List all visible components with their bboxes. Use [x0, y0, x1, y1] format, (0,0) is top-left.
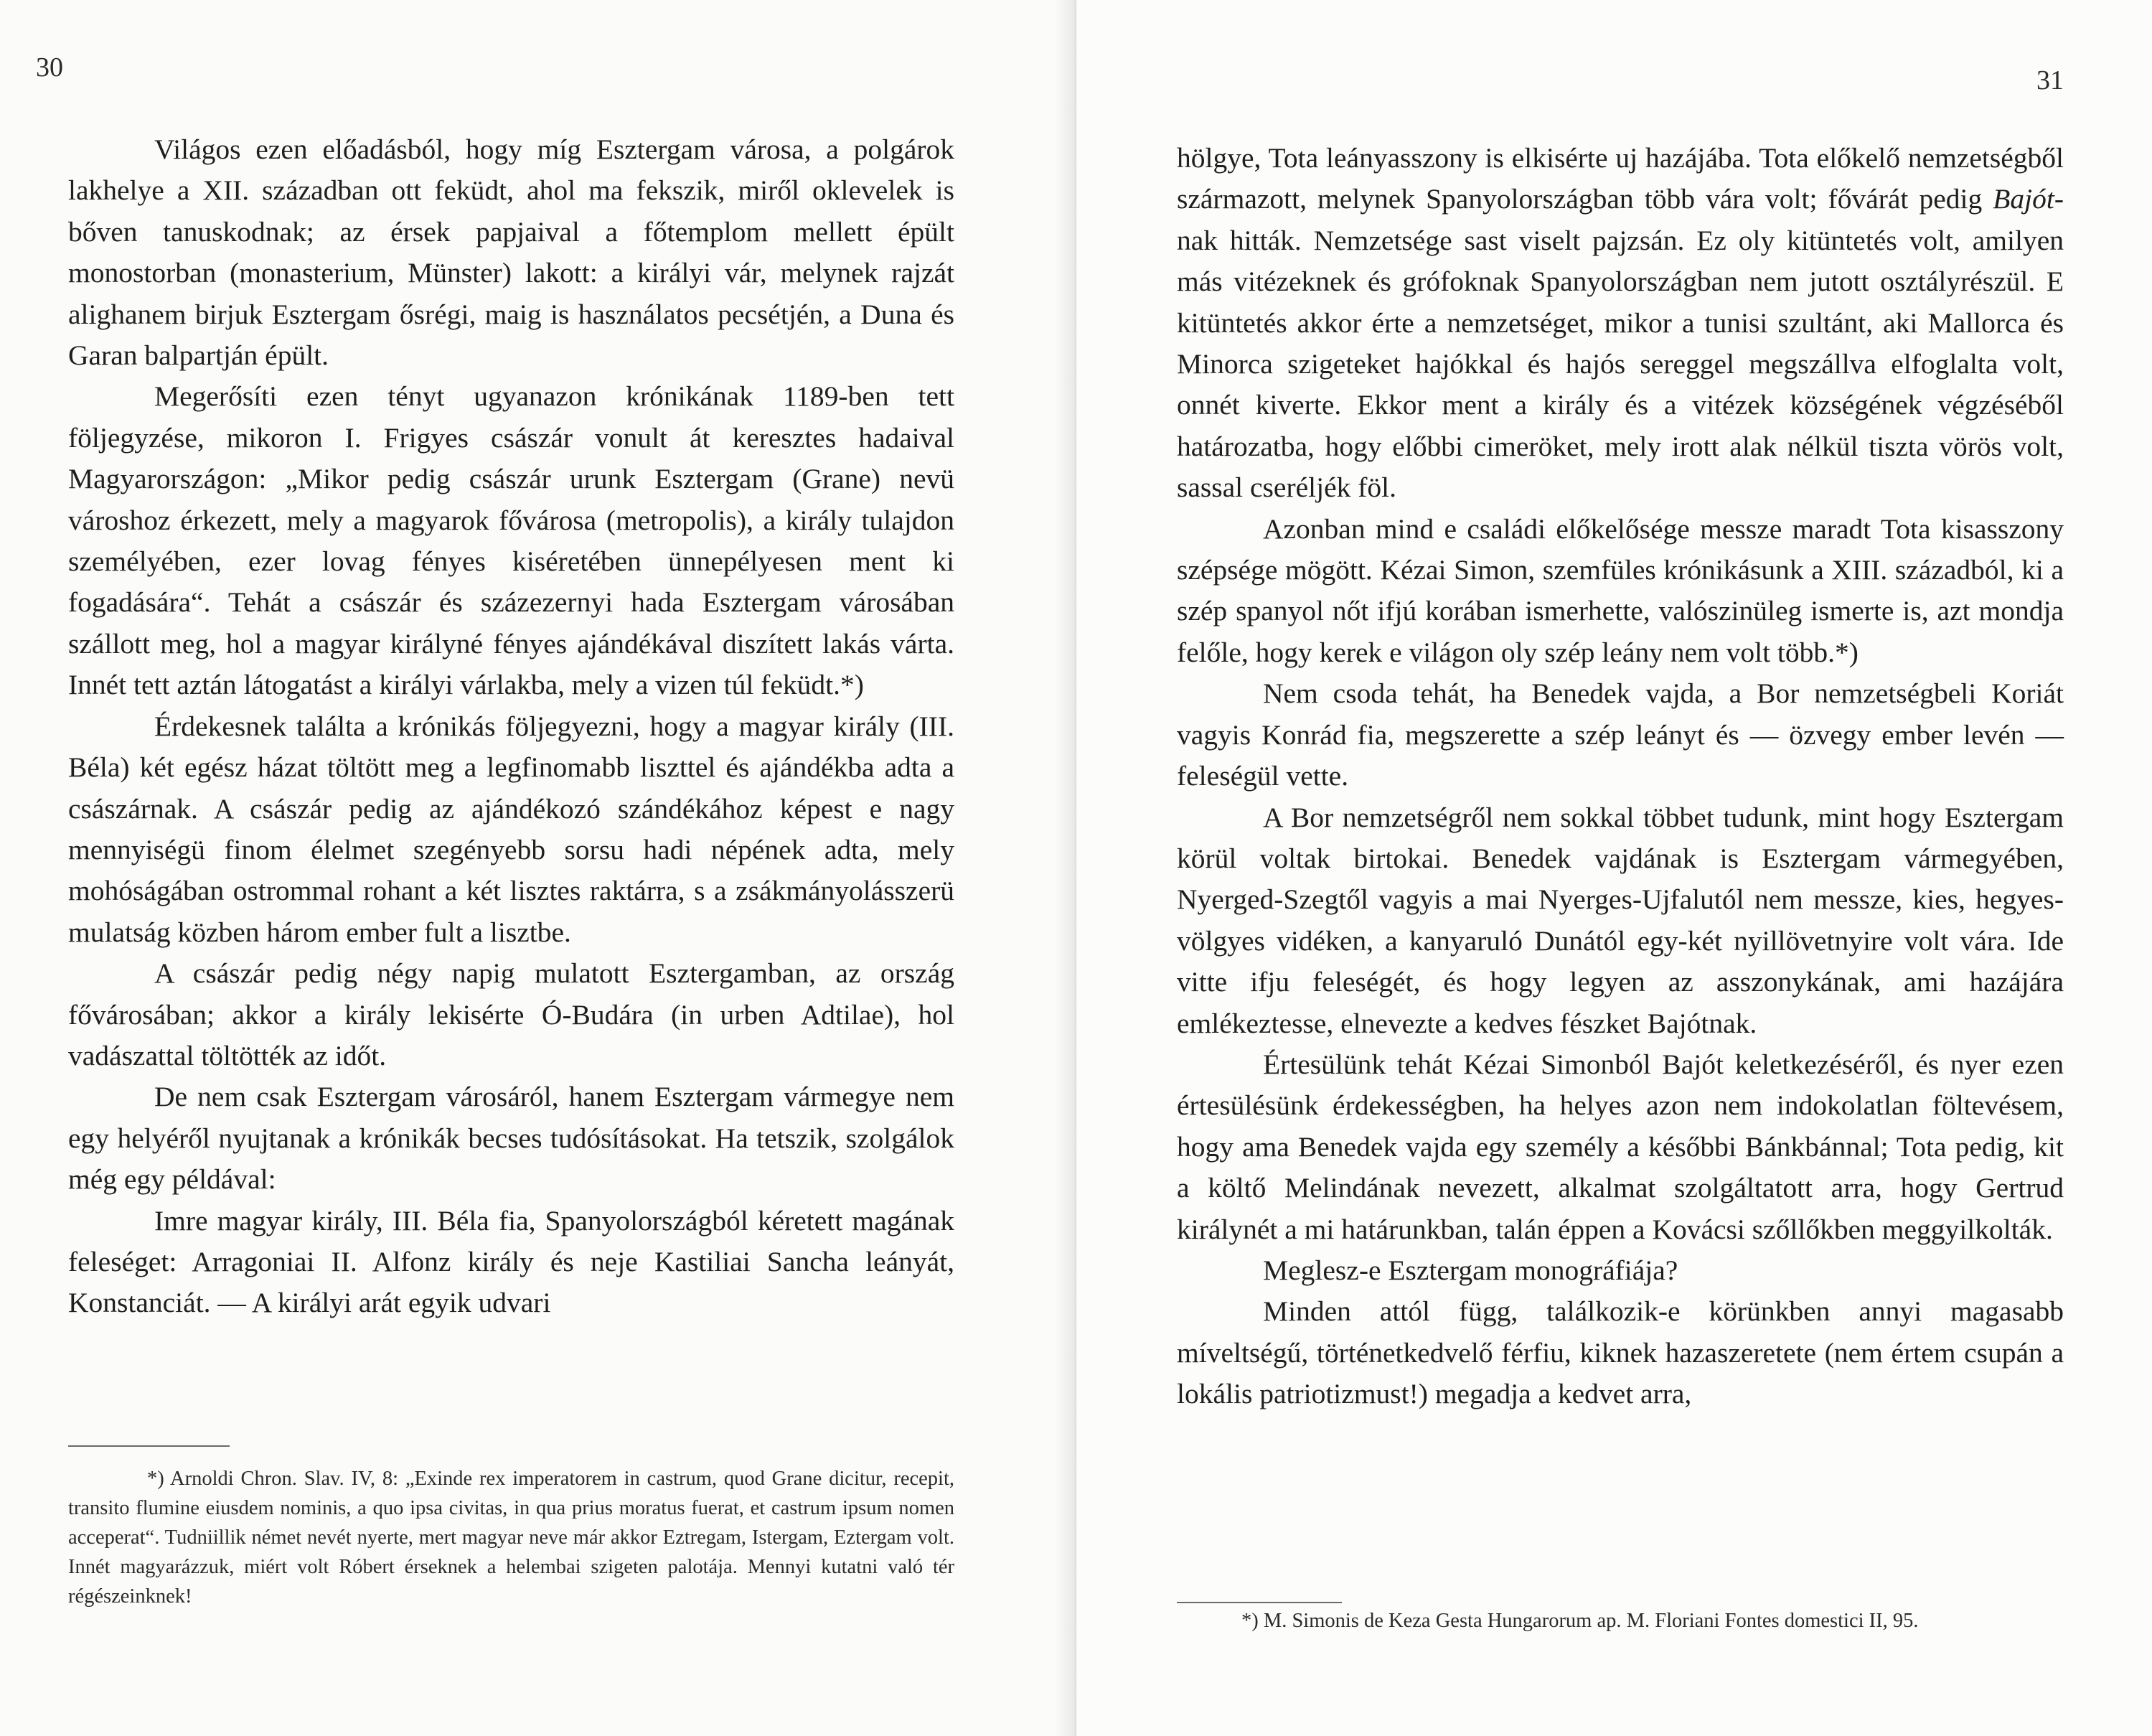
left-footnote-rule	[68, 1445, 230, 1447]
right-paragraph-1-italic-place-name: Bajót	[1993, 183, 2054, 215]
left-paragraph-3: Érdekesnek találta a krónikás följegyezni, hogy a magyar király (III. Béla) két egész házat töltött meg a legfinomabb liszttel és ajándékba adta a császárnak. A császár pedig az ajándékozó szándékához képest e nagy mennyiségü finom élelmet szegényebb sorsu hadi népének adta, mely mohóságában ostrommal rohant a két lisztes raktárra, s a zsákmányolásszerü mulatság közben három ember fult a lisztbe.	[68, 710, 954, 948]
right-paragraph-3: Nem csoda tehát, ha Benedek vajda, a Bor nemzetségbeli Koriát vagyis Konrád fia, megszerette a szép leányt és — özvegy ember levén — feleségül vette.	[1177, 677, 2064, 792]
right-paragraph-1-part-a: hölgye, Tota leányasszony is elkisérte uj hazájába. Tota előkelő nemzetségből származott, melynek Spanyolországban több vára volt; fővárát pedig	[1177, 142, 2064, 215]
right-paragraph-7: Minden attól függ, találkozik-e körünkben annyi magasabb míveltségű, történetkedvelő férfiu, kiknek hazaszeretete (nem értem csupán a lokális patriotizmust!) megadja a kedvet arra,	[1177, 1295, 2064, 1410]
page-number-left: 30	[36, 52, 63, 83]
right-footnote-rule	[1177, 1602, 1342, 1603]
right-paragraph-6: Meglesz-e Esztergam monográfiája?	[1263, 1254, 1678, 1286]
left-page-body	[68, 129, 954, 1324]
left-paragraph-1: Világos ezen előadásból, hogy míg Esztergam városa, a polgárok lakhelye a XII. században ott feküdt, ahol ma fekszik, miről oklevelek is bőven tanuskodnak; az érsek papjaival a főtemplom mellett épült monostorban (monasterium, Münster) lakott: a királyi vár, melynek rajzát alighanem birjuk Esztergam ősrégi, maig is használatos pecsétjén, a Duna és Garan balpartján épült.	[68, 133, 954, 372]
left-page	[0, 0, 1069, 1736]
left-paragraph-5: De nem csak Esztergam városáról, hanem Esztergam vármegye nem egy helyéről nyujtanak a krónikák becses tudósításokat. Ha tetszik, szolgálok még egy példával:	[68, 1081, 954, 1196]
right-paragraph-5: Értesülünk tehát Kézai Simonból Bajót keletkezéséről, és nyer ezen értesülésünk érdekességben, ha helyes azon nem indokolatlan föltevésem, hogy ama Benedek vajda egy személy a későbbi Bánkbánnal; Tota pedig, kit a költő Melindának nevezett, alkalmat szolgáltatott arra, hogy Gertrud királynét a mi határunkban, talán éppen a Kovácsi szőllőkben meggyilkolták.	[1177, 1048, 2064, 1245]
right-paragraph-1-part-b: -nak hitták. Nemzetsége sast viselt pajzsán. Ez oly kitüntetés volt, amilyen más vitézeknek és grófoknak Spanyolországban nem jutott osztályrészül. E kitüntetés akkor érte a nemzetséget, mikor a tunisi szultánt, aki Mallorca és Minorca szigeteket hajókkal és hajós sereggel megszállva elfoglalta volt, onnét kiverte. Ekkor ment a király és a vitézek községének végzéséből határozatba, hogy előbbi cimeröket, mely irott alak nélkül tiszta vörös volt, sassal cseréljék föl.	[1177, 183, 2064, 504]
left-paragraph-2: Megerősíti ezen tényt ugyanazon krónikának 1189-ben tett följegyzése, mikoron I. Frigyes császár vonult át keresztes hadaival Magyarországon: „Mikor pedig császár urunk Esztergam (Grane) nevü városhoz érkezett, mely a magyarok fővárosa (metropolis), a király tulajdon személyében, ezer lovag fényes kiséretében ünnepélyesen ment ki fogadására“. Tehát a császár és százezernyi hada Esztergam városában szállott meg, hol a magyar királyné fényes ajándékával diszített lakás várta. Innét tett aztán látogatást a királyi várlakba, mely a vizen túl feküdt.*)	[68, 380, 954, 701]
right-page	[1076, 0, 2152, 1736]
right-paragraph-4: A Bor nemzetségről nem sokkal többet tudunk, mint hogy Esztergam körül voltak birtokai. Benedek vajdának is Esztergam vármegyében, Nyerged-Szegtől vagyis a mai Nyerges-Ujfalutól nem messze, kies, hegyes-völgyes vidéken, a kanyaruló Dunától egy-két nyillövetnyire volt vára. Ide vitte ifju feleségét, és hogy legyen az asszonykának, ami hazájára emlékeztesse, elnevezte a kedves fészket Bajótnak.	[1177, 801, 2064, 1039]
right-page-body	[1177, 138, 2064, 1415]
right-footnote: *) M. Simonis de Keza Gesta Hungarorum ap. M. Floriani Fontes domestici II, 95.	[1241, 1610, 1919, 1632]
page-number-right: 31	[2036, 65, 2064, 95]
right-paragraph-2: Azonban mind e családi előkelősége messze maradt Tota kisasszony szépsége mögött. Kézai Simon, szemfüles krónikásunk a XIII. századból, ki a szép spanyol nőt ifjú korában ismerhette, valószinüleg ismerte is, azt mondja felőle, hogy kerek e világon oly szép leány nem volt több.*)	[1177, 512, 2064, 668]
left-paragraph-6: Imre magyar király, III. Béla fia, Spanyolországból kéretett magának feleséget: Arragoniai II. Alfonz király és neje Kastiliai Sancha leányát, Konstanciát. — A királyi arát egyik udvari	[68, 1204, 954, 1319]
left-footnote: *) Arnoldi Chron. Slav. IV, 8: „Exinde rex imperatorem in castrum, quod Grane dicitur, recepit, transito flumine eiusdem nominis, a quo ipsa civitas, in qua prius moratus fuerat, et castrum ipsum nomen acceperat“. Tudniillik német nevét nyerte, mert magyar neve már akkor Eztregam, Istergam, Eztergam volt. Innét magyarázzuk, miért volt Róbert érseknek a helembai szigeten palotája. Mennyi kutatni való tér régészeinknek!	[68, 1468, 954, 1608]
right-paragraph-1	[1177, 138, 2064, 509]
left-paragraph-4: A császár pedig négy napig mulatott Esztergamban, az ország fővárosában; akkor a király lekisérte Ó-Budára (in urben Adtilae), hol vadászattal töltötték az időt.	[68, 957, 954, 1071]
